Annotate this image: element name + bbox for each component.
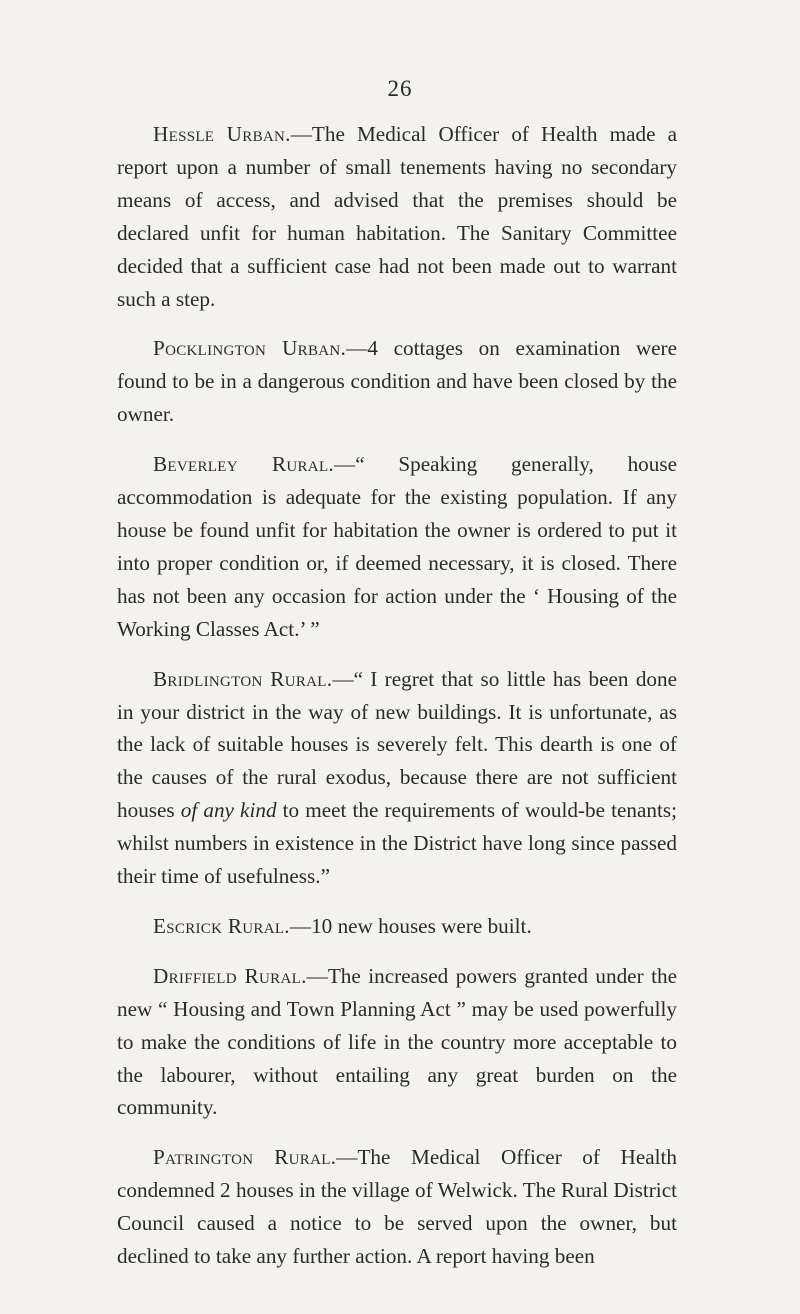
paragraph-heading: Patrington Rural. [153, 1145, 337, 1170]
paragraph-text: —The Medical Officer of Health condemned 2 houses in the village of Welwick. The Rural District Council caused a notice to be served upon the owner, but declined to take any further action. A report having been [117, 1145, 678, 1269]
paragraph-text: —10 new houses were built. [289, 913, 532, 938]
paragraph-text: —“ Speaking generally, house accommodation is adequate for the existing population. If any house be found unfit for habitation the owner is ordered to put it into proper condition or, if deemed necessary, it is closed. There has not been any occasion for action under the ‘ Housing of the Working Classes Act.’ ” [117, 452, 678, 641]
paragraph-text: —The Medical Officer of Health made a report upon a number of small tenements having no secondary means of access, and advised that the premises should be declared unfit for human habitation. The Sanitary Committee decided that a sufficient case had not been made out to warrant such a step. [117, 122, 677, 311]
paragraph-driffield-rural [117, 960, 677, 1125]
paragraph-heading: Hessle Urban. [153, 122, 291, 146]
paragraph-heading: Escrick Rural. [153, 913, 290, 938]
paragraph-heading: Driffield Rural. [153, 963, 307, 988]
paragraph-text: —The increased powers granted under the new “ Housing and Town Planning Act ” may be used powerfully to make the conditions of life in the country more acceptable to the labourer, without entailing any great burden on the community. [117, 963, 677, 1120]
paragraph-patrington-rural [117, 1141, 677, 1273]
paragraph-heading: Beverley Rural. [153, 452, 335, 477]
paragraph-bridlington-rural [117, 663, 677, 893]
paragraph-text: —4 cottages on examination were found to be in a dangerous condition and have been closed by the owner. [117, 336, 677, 427]
paragraph-hessle-urban [117, 118, 677, 315]
paragraph-italic-text: of any kind [180, 798, 277, 823]
page-number: 26 [387, 76, 413, 101]
paragraph-text: —“ I regret that so little has been done in your district in the way of new buildings. It is unfortunate, as the lack of suitable houses is severely felt. This dearth is one of the causes of the rural exodus, because there are not sufficient houses [117, 666, 677, 823]
paragraph-heading: Bridlington Rural. [153, 666, 333, 691]
paragraph-text: to meet the requirements of would-be tenants; whilst numbers in existence in the District have long since passed their time of usefulness.” [117, 798, 677, 889]
paragraph-escrick-rural [117, 910, 677, 943]
body-text [117, 118, 677, 1290]
paragraph-beverley-rural [117, 448, 677, 645]
paragraph-heading: Pocklington Urban. [153, 336, 347, 361]
paragraph-pocklington-urban [117, 332, 677, 431]
